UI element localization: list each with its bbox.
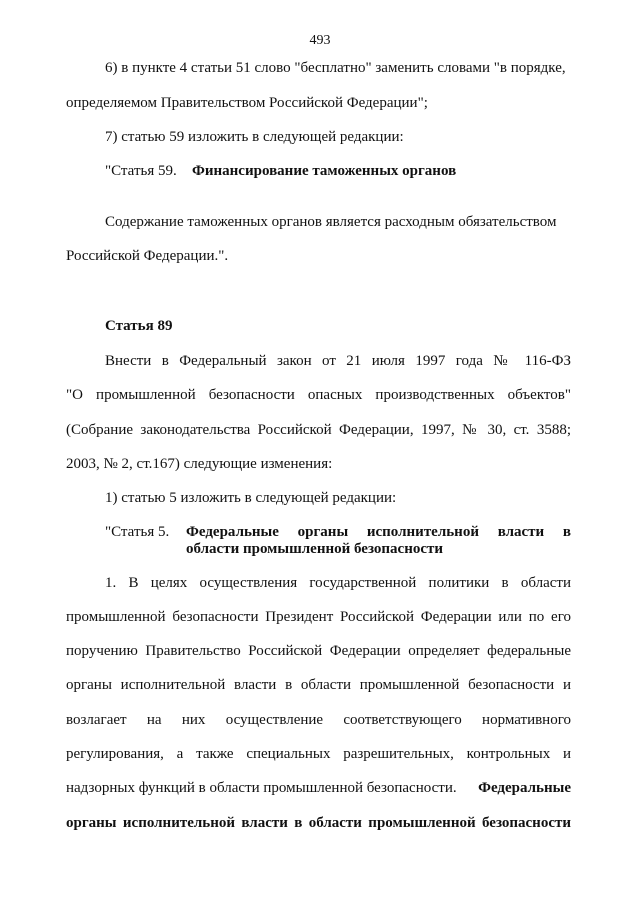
article-5-p1-line-7-bold: Федеральные — [478, 780, 571, 796]
article-89-line-4: 2003, № 2, ст.167) следующие изменения: — [66, 456, 333, 472]
article-89-line-1: Внести в Федеральный закон от 21 июля 1997 года № 116-ФЗ — [105, 353, 571, 369]
article-5-p1-line-1: 1. В целях осуществления государственной политики в области — [105, 575, 571, 591]
article-5-title — [186, 524, 571, 558]
article-5-p1-line-2: промышленной безопасности Президент Российской Федерации или по его — [66, 609, 571, 625]
article-89-line-3: (Собрание законодательства Российской Федерации, 1997, № 30, ст. 3588; — [66, 422, 571, 438]
article-5-p1-line-3: поручению Правительство Российской Федерации определяет федеральные — [66, 643, 571, 659]
article-59-body-line-1: Содержание таможенных органов является расходным обязательством — [105, 214, 557, 230]
amendment-1-intro: 1) статью 5 изложить в следующей редакции: — [105, 490, 397, 506]
article-5-p1-line-8: органы исполнительной власти в области промышленной безопасности — [66, 815, 571, 831]
article-5-p1-line-7 — [66, 780, 571, 797]
article-5-p1-line-4: органы исполнительной власти в области промышленной безопасности и — [66, 677, 571, 693]
article-89-heading: Статья 89 — [105, 318, 173, 334]
article-59-title: Финансирование таможенных органов — [192, 163, 457, 179]
page-number: 493 — [309, 33, 331, 48]
article-5-p1-line-5: возлагает на них осуществление соответствующего нормативного — [66, 712, 571, 728]
article-5-p1-line-6: регулирования, а также специальных разрешительных, контрольных и — [66, 746, 571, 762]
article-59-body-line-2: Российской Федерации.". — [66, 248, 229, 264]
article-5-title-line-1: Федеральные органы исполнительной власти в — [186, 524, 571, 540]
article-5-label: "Статья 5. — [105, 524, 170, 540]
article-5-p1-line-7-text: надзорных функций в области промышленной безопасности. — [66, 780, 457, 796]
article-5-title-line-2: области промышленной безопасности — [186, 541, 444, 557]
amendment-6-line-1: 6) в пункте 4 статьи 51 слово "бесплатно" заменить словами "в порядке, — [105, 60, 566, 76]
article-59-label: "Статья 59. — [105, 163, 177, 179]
article-89-line-2: "О промышленной безопасности опасных производственных объектов" — [66, 387, 571, 403]
amendment-7-intro: 7) статью 59 изложить в следующей редакции: — [105, 129, 404, 145]
amendment-6-line-2: определяемом Правительством Российской Федерации"; — [66, 95, 428, 111]
